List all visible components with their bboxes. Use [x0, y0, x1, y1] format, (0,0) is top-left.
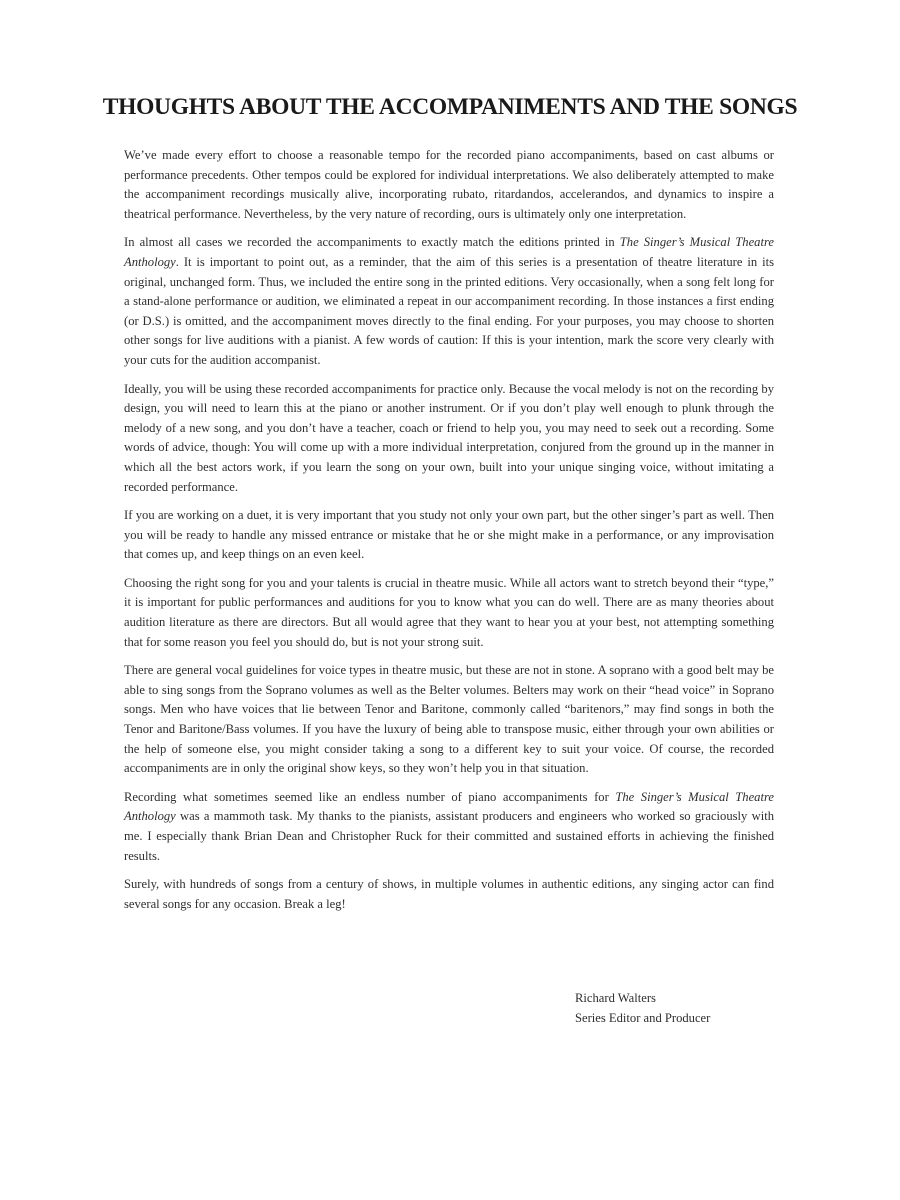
signature-block — [575, 988, 710, 1028]
paragraph-practice: Ideally, you will be using these recorded accompaniments for practice only. Because the vocal melody is not on the recording by design, you will need to learn this at the piano or another instrument. Or if you don’t play well enough to plunk through the melody of a new song, and you don’t have a teacher, coach or friend to help you, you may need to seek out a recording. Some words of advice, though: You will come up with a more individual interpretation, conjured from the ground up in the manner in which all the best actors work, if you learn the song on your own, built into your unique singing voice, without imitating a recorded performance. — [124, 381, 774, 494]
page-title: THOUGHTS ABOUT THE ACCOMPANIMENTS AND THE SONGS — [102, 94, 798, 120]
paragraph-editions-text-end: . It is important to point out, as a reminder, that the aim of this series is a presentation of theatre literature in its original, unchanged form. Thus, we included the entire song in the printed editions. Very occasionally, when a song felt long for a stand-alone performance or audition, we eliminated a repeat in our accompaniment recording. In those instances a first ending (or D.S.) is omitted, and the accompaniment moves directly to the final ending. For your purposes, you may choose to shorten other songs for live auditions with a pianist. A few words of caution: If this is your intention, mark the score very clearly with your cuts for the audition accompanist. — [124, 254, 774, 367]
paragraph-voice-types: There are general vocal guidelines for voice types in theatre music, but these are not in stone. A soprano with a good belt may be able to sing songs from the Soprano volumes as well as the Belter volumes. Belters may work on their “head voice” in Soprano songs. Men who have voices that lie between Tenor and Baritone, commonly called “baritenors,” may find songs in both the Tenor and Baritone/Bass volumes. If you have the luxury of being able to transpose music, either through your own abilities or the help of someone else, you might consider taking a song to a different key to suit your voice. Of course, the recorded accompaniments are in only the original show keys, so they won’t help you in that situation. — [124, 663, 774, 776]
paragraph-thanks-text-start: Recording what sometimes seemed like an endless number of piano accompaniments for — [124, 789, 616, 804]
paragraph-choosing-song: Choosing the right song for you and your talents is crucial in theatre music. While all actors want to stretch beyond their “type,” it is important for public performances and auditions for you to know what you can do well. There are as many theories about audition literature as there are directors. But all would agree that they want to hear you at your best, not attempting something that for some reason you feel you should do, but is not your strong suit. — [124, 575, 774, 649]
paragraph-closing: Surely, with hundreds of songs from a century of shows, in multiple volumes in authentic editions, any singing actor can find several songs for any occasion. Break a leg! — [124, 877, 774, 911]
signature-role: Series Editor and Producer — [575, 1011, 711, 1025]
document-body — [124, 146, 774, 923]
anthology-title-italic: The Singer’s Musical Theatre Anthology — [124, 789, 775, 824]
signature-name: Richard Walters — [575, 991, 656, 1005]
paragraph-thanks-text-end: was a mammoth task. My thanks to the pianists, assistant producers and engineers who worked so graciously with me. I especially thank Brian Dean and Christopher Ruck for their committed and sustained efforts in achieving the finished results. — [124, 809, 774, 863]
paragraph-editions — [124, 233, 774, 370]
paragraph-editions-text-start: In almost all cases we recorded the accompaniments to exactly match the editions printed in — [124, 235, 620, 250]
paragraph-tempo: We’ve made every effort to choose a reasonable tempo for the recorded piano accompaniments, based on cast albums or performance precedents. Other tempos could be explored for individual interpretations. We also deliberately attempted to make the accompaniment recordings musically alive, incorporating rubato, ritardandos, accelerandos, and dynamics to inspire a theatrical performance. Nevertheless, by the very nature of recording, ours is ultimately only one interpretation. — [124, 148, 774, 221]
paragraph-duet: If you are working on a duet, it is very important that you study not only your own part, but the other singer’s part as well. Then you will be ready to handle any missed entrance or mistake that he or she might make in a performance, or any improvisation that comes up, and keep things on an even keel. — [124, 508, 774, 562]
anthology-title-italic: The Singer’s Musical Theatre Anthology — [124, 235, 774, 269]
paragraph-thanks — [124, 788, 774, 866]
